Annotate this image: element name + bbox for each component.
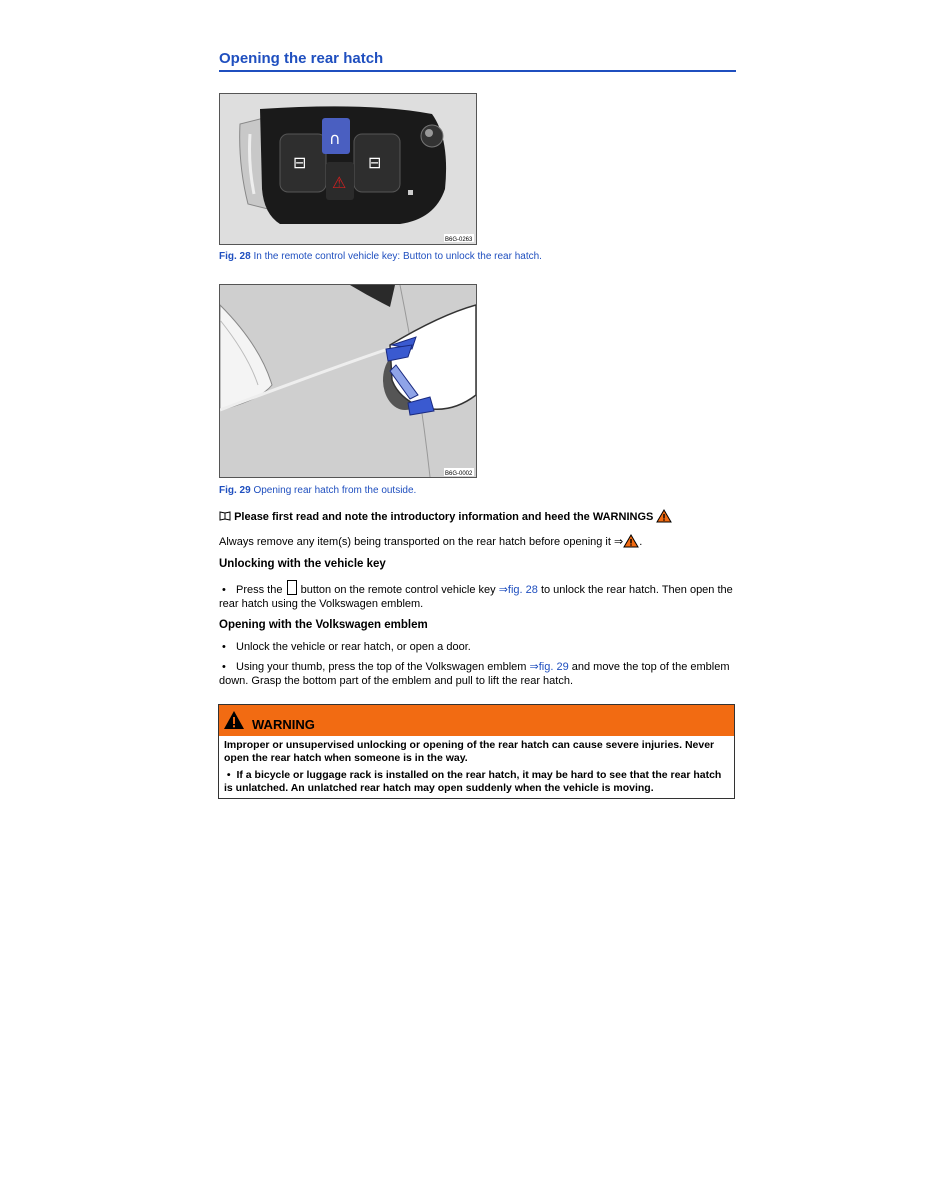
figure-hatch-image — [219, 284, 477, 478]
warning-bullet-text: If a bicycle or luggage rack is installed on the rear hatch, it may be hard to see that the rear hatch is unlatched. An unlatched rear hatch may open suddenly when the vehicle is moving. — [224, 769, 722, 794]
list-item-text: Using your thumb, press the top of the Volkswagen emblem — [236, 661, 530, 673]
section-heading: Unlocking with the vehicle key — [219, 558, 386, 570]
list-item: • Unlock the vehicle or rear hatch, or open a door. — [219, 641, 471, 653]
figure-link[interactable]: ⇒fig. 29 — [529, 661, 569, 673]
intro-note — [219, 509, 672, 526]
warning-text: Improper or unsupervised unlocking or opening of the rear hatch can cause severe injuries. Never open the rear hatch when someone is in the way. — [224, 739, 715, 764]
figure-caption — [219, 485, 416, 496]
remove-note: Always remove any item(s) being transported on the rear hatch before opening it ⇒ . — [219, 534, 736, 552]
list-item-text: button on the remote control vehicle key — [297, 584, 499, 596]
key-button-icon — [287, 580, 297, 595]
svg-text:⊟: ⊟ — [368, 153, 382, 172]
caption-text: In the remote control vehicle key: Button to unlock the rear hatch. — [250, 251, 542, 262]
list-item-text: Press the — [236, 584, 286, 596]
figure-code: B6G-0002 — [445, 471, 473, 477]
list-item-text: Unlock the vehicle or rear hatch, or open a door. — [236, 641, 471, 653]
caption-text: Opening rear hatch from the outside. — [250, 485, 417, 496]
list-item: • Press the button on the remote control vehicle key ⇒fig. 28 to unlock the rear hatch. Then open the rear hatch using the Volkswagen emblem. — [219, 580, 736, 611]
warning-bullet: • If a bicycle or luggage rack is installed on the rear hatch, it may be hard to see that the rear hatch is unlatched. An unlatched rear hatch may open suddenly when the vehicle is moving. — [224, 769, 722, 794]
figure-link[interactable]: ⇒fig. 28 — [498, 584, 538, 596]
section-heading: Opening with the Volkswagen emblem — [219, 619, 428, 631]
book-icon — [219, 511, 231, 524]
figure-code: B6G-0263 — [445, 237, 473, 243]
figure-caption — [219, 251, 542, 262]
figure-label: Fig. 28 — [219, 251, 251, 262]
figure-label: Fig. 29 — [219, 485, 251, 496]
intro-text: Please first read and note the introductory information and heed the WARNINGS — [234, 511, 654, 523]
page-title: Opening the rear hatch — [219, 50, 736, 72]
remove-note-text: Always remove any item(s) being transported on the rear hatch before opening it ⇒ — [219, 536, 624, 548]
warning-header — [219, 705, 734, 736]
warning-triangle-icon — [223, 710, 245, 735]
figure-key-image — [219, 93, 477, 245]
warning-body — [219, 736, 734, 798]
list-item-text: and move the top of the emblem down. Grasp the bottom part of the emblem and pull to lift the rear hatch. — [219, 661, 730, 687]
list-item: • Using your thumb, press the top of the Volkswagen emblem ⇒fig. 29 and move the top of the emblem down. Grasp the bottom part of the emblem and pull to lift the rear hatch. — [219, 661, 730, 687]
list-item-text: to unlock the rear hatch. Then open the rear hatch using the Volkswagen emblem. — [219, 584, 733, 610]
warning-triangle-icon[interactable] — [656, 509, 672, 526]
warning-title: WARNING — [252, 717, 315, 732]
svg-text:∩: ∩ — [329, 129, 341, 148]
warning-triangle-icon[interactable] — [623, 534, 639, 552]
warning-box — [218, 704, 735, 799]
svg-text:⊟: ⊟ — [293, 153, 307, 172]
svg-text:⚠: ⚠ — [332, 173, 347, 192]
